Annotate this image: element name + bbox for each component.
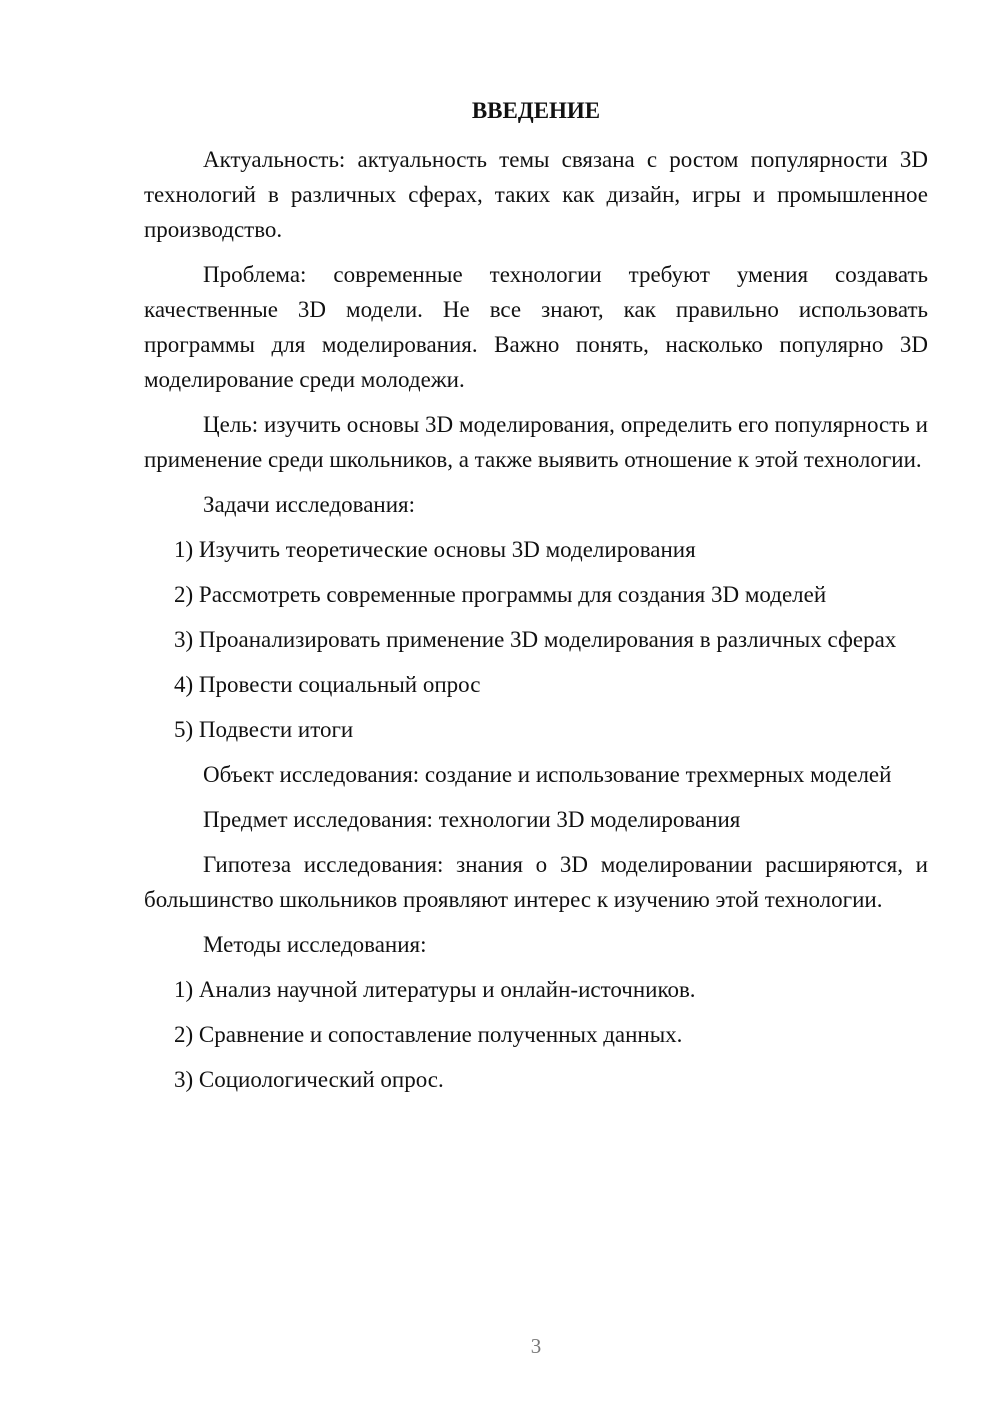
method-item: 2) Сравнение и сопоставление полученных данных. [174,1022,683,1047]
relevance-paragraph: Актуальность: актуальность темы связана с ростом популярности 3D технологий в различных сферах, таких как дизайн, игры и промышленное производство. [144,147,928,242]
method-item: 3) Социологический опрос. [174,1067,444,1092]
task-item: 1) Изучить теоретические основы 3D моделирования [174,537,696,562]
goal-paragraph: Цель: изучить основы 3D моделирования, определить его популярность и применение среди школьников, а также выявить отношение к этой технологии. [144,412,928,472]
method-item: 1) Анализ научной литературы и онлайн-источников. [174,977,696,1002]
hypothesis-paragraph: Гипотеза исследования: знания о 3D моделировании расширяются, и большинство школьников проявляют интерес к изучению этой технологии. [144,852,928,912]
task-item: 2) Рассмотреть современные программы для создания 3D моделей [174,582,827,607]
problem-paragraph: Проблема: современные технологии требуют умения создавать качественные 3D модели. Не все знают, как правильно использовать программы для моделирования. Важно понять, насколько популярно 3D моделирование среди молодежи. [144,262,928,392]
task-item: 5) Подвести итоги [174,717,354,742]
page-number: 3 [530,1334,542,1358]
tasks-label: Задачи исследования: [203,492,416,517]
subject-paragraph: Предмет исследования: технологии 3D моделирования [203,807,741,832]
object-paragraph: Объект исследования: создание и использование трехмерных моделей [203,762,892,787]
task-item: 3) Проанализировать применение 3D моделирования в различных сферах [174,627,897,652]
methods-label: Методы исследования: [203,932,427,957]
document-body [144,142,928,1107]
task-item: 4) Провести социальный опрос [174,672,481,697]
page-title: ВВЕДЕНИЕ [471,98,601,123]
